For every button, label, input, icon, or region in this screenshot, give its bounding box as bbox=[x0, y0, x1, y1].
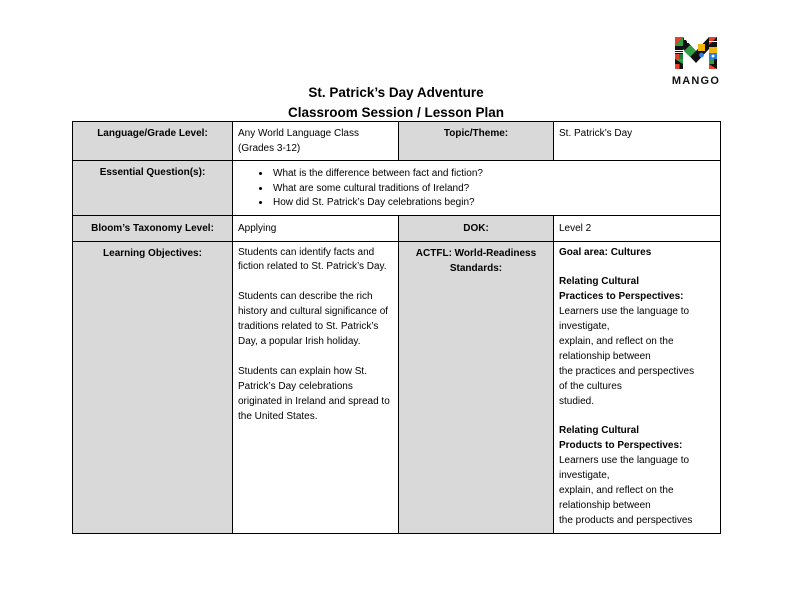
dok-label: DOK: bbox=[399, 215, 554, 241]
standards-line: Relating Cultural bbox=[559, 425, 640, 437]
standards-line: Learners use the language to bbox=[559, 306, 690, 318]
language-grade-level-value bbox=[233, 122, 399, 161]
standards-line: relationship between bbox=[559, 499, 651, 511]
mango-logo bbox=[668, 37, 724, 87]
mango-logo-text: MANGO bbox=[671, 75, 721, 87]
mango-logo-icon bbox=[675, 37, 717, 74]
document-subtitle: Classroom Session / Lesson Plan bbox=[287, 105, 505, 120]
learning-objectives-label: Learning Objectives: bbox=[73, 241, 233, 533]
objective-paragraph: Students can explain how St. Patrick’s Day celebrations originated in Ireland and spread to the United States. bbox=[238, 365, 390, 422]
topic-theme-label: Topic/Theme: bbox=[399, 122, 554, 161]
topic-theme-value bbox=[554, 122, 721, 161]
learning-objectives-text bbox=[238, 246, 393, 425]
objective-paragraph: Students can identify facts and fiction related to St. Patrick’s Day. bbox=[238, 246, 387, 273]
standards-line: the practices and perspectives bbox=[559, 365, 695, 377]
language-grade-level-label: Language/Grade Level: bbox=[73, 122, 233, 161]
essential-question-item: • What is the difference between fact and fiction? bbox=[271, 167, 715, 182]
document-title: St. Patrick’s Day Adventure bbox=[308, 85, 484, 100]
essential-question-item: • What are some cultural traditions of Ireland? bbox=[271, 182, 715, 197]
dok-text: Level 2 bbox=[559, 222, 592, 234]
topic-theme-text: St. Patrick’s Day bbox=[559, 128, 633, 139]
essential-questions-list bbox=[238, 167, 715, 211]
essential-questions-value bbox=[233, 161, 721, 216]
learning-objectives-value bbox=[233, 241, 399, 533]
lesson-plan-table bbox=[72, 121, 721, 534]
language-grade-level-text: Any World Language Class (Grades 3-12) bbox=[238, 128, 359, 154]
essential-questions-label: Essential Question(s): bbox=[73, 161, 233, 216]
standards-line bbox=[559, 260, 715, 275]
standards-line: Learners use the language to bbox=[559, 455, 690, 467]
standards-line: explain, and reflect on the bbox=[559, 485, 674, 496]
blooms-taxonomy-value bbox=[233, 215, 399, 241]
actfl-standards-label: ACTFL: World-Readiness Standards: bbox=[399, 241, 554, 533]
table-row bbox=[73, 161, 721, 216]
standards-line: the products and perspectives bbox=[559, 514, 693, 526]
objective-paragraph: Students can describe the rich history and cultural significance of traditions related to St. Patrick’s Day, a popular Irish holiday. bbox=[238, 291, 389, 348]
standards-line: Products to Perspectives: bbox=[559, 440, 683, 452]
standards-line: investigate, bbox=[559, 321, 610, 333]
standards-line: relationship between bbox=[559, 350, 651, 362]
standards-line: of the cultures bbox=[559, 380, 622, 392]
standards-line: investigate, bbox=[559, 470, 610, 482]
standards-line bbox=[559, 409, 715, 424]
blooms-taxonomy-label: Bloom’s Taxonomy Level: bbox=[73, 215, 233, 241]
table-row bbox=[73, 122, 721, 161]
dok-value bbox=[554, 215, 721, 241]
blooms-taxonomy-text: Applying bbox=[238, 222, 277, 234]
standards-line: Goal area: Cultures bbox=[559, 246, 652, 258]
actfl-standards-text bbox=[559, 246, 715, 529]
standards-line: Relating Cultural bbox=[559, 276, 640, 288]
standards-line: explain, and reflect on the bbox=[559, 335, 674, 347]
table-row bbox=[73, 241, 721, 533]
table-row bbox=[73, 215, 721, 241]
actfl-standards-value bbox=[554, 241, 721, 533]
essential-question-item: • How did St. Patrick’s Day celebrations begin? bbox=[271, 196, 715, 211]
standards-line: studied. bbox=[559, 395, 595, 407]
standards-line: Practices to Perspectives: bbox=[559, 291, 684, 303]
